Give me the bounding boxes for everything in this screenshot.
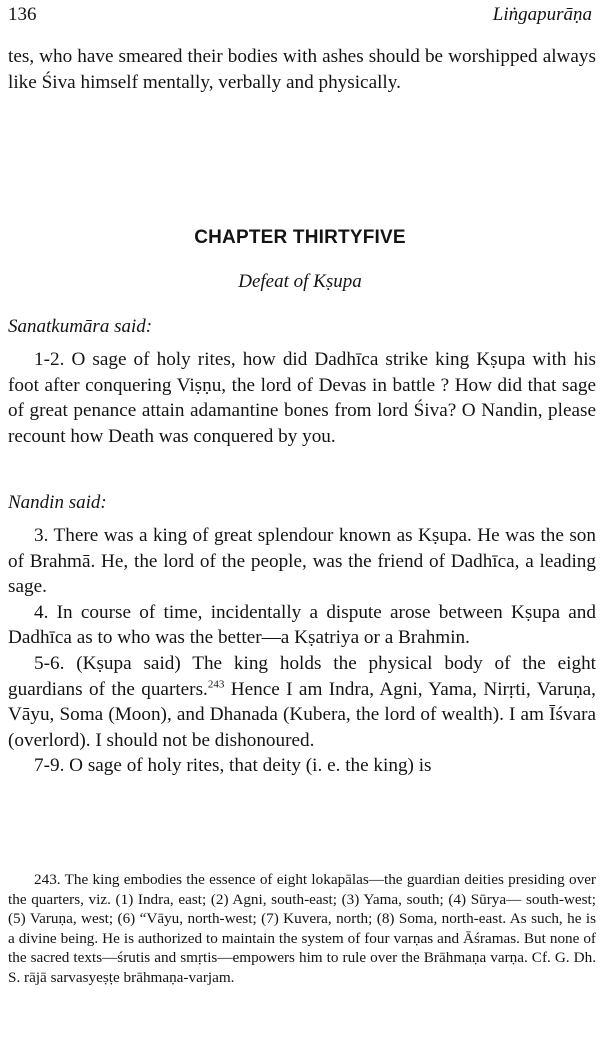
chapter-subtitle: Defeat of Kṣupa (238, 271, 362, 292)
page-number: 136 (8, 4, 37, 25)
page-header (8, 4, 592, 30)
footnotes (8, 870, 596, 988)
verse-4: 4. In course of time, incidentally a dispute arose between Kṣupa and Dadhīca as to who was the better—a Kṣatriya or a Brahmin. (8, 601, 596, 649)
chapter-heading: CHAPTER THIRTYFIVE (194, 227, 406, 248)
footnote-reference[interactable]: 243 (207, 678, 225, 691)
verse-1-2: 1-2. O sage of holy rites, how did Dadhīca strike king Kṣupa with his foot after conquering Viṣṇu, the lord of Devas in battle ? How did that sage of great penance attain adamantine bones from lord Śiva? O Nandin, please recount how Death was conquered by you. (8, 349, 596, 447)
verse-3: 3. There was a king of great splendour known as Kṣupa. He was the son of Brahmā. He, the lord of the people, was the friend of Dadhīca, a leading sage. (8, 525, 596, 598)
footnote-243: 243. The king embodies the essence of eight lokapālas—the guardian deities presiding over the quarters, viz. (1) Indra, east; (2) Agni, south-east; (3) Yama, south; (4) Sūrya— south-west; (5) Varuṇa, west; (6) “Vāyu, north-west; (7) Kuvera, north; (8) Soma, north-east. As such, he is a divine being. He is authorized to maintain the system of four varṇas and Āśramas. But none of the sacred texts—śrutis and smṛtis—empowers him to rule over the Brāhmaṇa varṇa. Cf. G. Dh. S. rājā sarvasyeṣṭe brāhmaṇa-varjam. (8, 871, 596, 986)
verse-5-6 (8, 651, 596, 753)
continuation-paragraph (8, 44, 596, 95)
section-nandin (8, 523, 596, 779)
section-sanatkumara (8, 347, 596, 449)
verse-5-6-text-b: Hence I am Indra, Agni, Yama, Nirṛti, Varuṇa, Vāyu, Soma (Moon), and Dhanada (Kubera, the lord of wealth). I am Īśvara (overlord). I should not be dishonoured. (8, 678, 596, 751)
speaker-sanatkumara: Sanatkumāra said: (8, 316, 153, 337)
running-title: Liṅgapurāṇa (492, 4, 592, 25)
speaker-nandin: Nandin said: (8, 492, 107, 513)
verse-7-9: 7-9. O sage of holy rites, that deity (i. e. the king) is (34, 755, 432, 777)
continuation-text: tes, who have smeared their bodies with ashes should be worshipped always like Śiva himself mentally, verbally and physically. (8, 46, 596, 93)
verse-5-6-text-a: 5-6. (Kṣupa said) The king holds the physical body of the eight guardians of the quarters. (8, 652, 596, 700)
